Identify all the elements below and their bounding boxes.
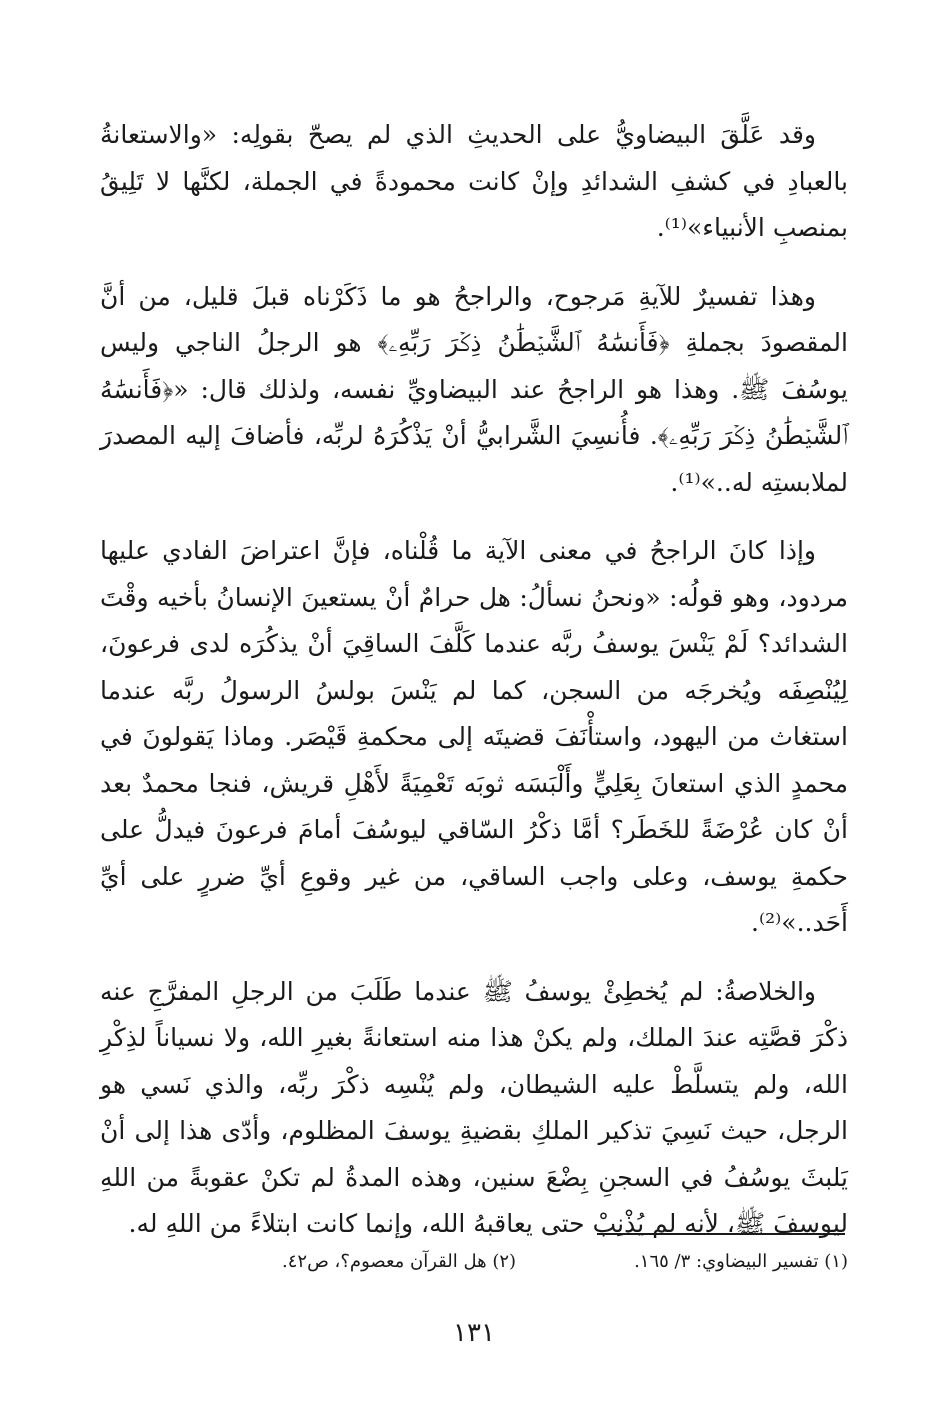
- paragraph-2: وهذا تفسيرٌ للآيةِ مَرجوح، والراجحُ هو ما ذَكَرْناه قبلَ قليل، من أنَّ المقصودَ بجملةِ ﴿فَأَنسَٰهُ ٱلشَّيۡطَٰنُ ذِكۡرَ رَبِّهِۦ﴾ هو الرجلُ الناجي وليس يوسُفَ ﷺ. وهذا هو الراجحُ عند البيضاويِّ نفسه، ولذلك قال: «﴿فَأَنسَٰهُ ٱلشَّيۡطَٰنُ ذِكۡرَ رَبِّهِۦ﴾. فأُنسِيَ الشَّرابيُّ أنْ يَذْكُرَهُ لربِّه، فأضافَ إليه المصدرَ لملابستِه له..»⁽¹⁾.: [100, 281, 848, 497]
- paragraph-1: وقد عَلَّقَ البيضاويُّ على الحديثِ الذي لم يصحّ بقولِه: «والاستعانةُ بالعبادِ في كشفِ الشدائدِ وإنْ كانت محمودةً في الجملة، لكنَّها لا تَلِيقُ بمنصبِ الأنبياء»⁽¹⁾.: [100, 120, 848, 242]
- footnotes: [100, 1249, 848, 1275]
- page-number: ١٣١: [453, 1318, 495, 1348]
- paragraph-4: والخلاصةُ: لم يُخطِئْ يوسفُ ﷺ عندما طَلَبَ من الرجلِ المفرَّجِ عنه ذكْرَ قصَّتِه عندَ الملك، ولم يكنْ هذا منه استعانةً بغيرِ الله، ولا نسياناً لذِكْرِ الله، ولم يتسلَّطْ عليه الشيطان، ولم يُنْسِه ذكْرَ ربِّه، والذي نَسي هو الرجل، حيث نَسِيَ تذكير الملكِ بقضيةِ يوسفَ المظلوم، وأدّى هذا إلى أنْ يَلبثَ يوسُفُ في السجنِ بِضْعَ سنين، وهذه المدةُ لم تكنْ عقوبةً من اللهِ ليوسفَ ﷺ، لأنه لم يُذْنِبْ حتى يعاقبهُ الله، وإنما كانت ابتلاءً من اللهِ له.: [100, 976, 848, 1238]
- footnote-2: (٢) هل القرآن معصوم؟، ص٤٢.: [282, 1251, 517, 1272]
- footnote-1: (١) تفسير البيضاوي: ٣/ ١٦٥.: [634, 1251, 848, 1272]
- paragraph-3: وإذا كانَ الراجحُ في معنى الآية ما قُلْناه، فإنَّ اعتراضَ الفادي عليها مردود، وهو قولُه: «ونحنُ نسألُ: هل حرامٌ أنْ يستعينَ الإنسانُ بأخيه وقْتَ الشدائد؟ لَمْ يَنْسَ يوسفُ ربَّه عندما كَلَّفَ الساقِيَ أنْ يذكُرَه لدى فرعونَ، لِيُنْصِفَه ويُخرجَه من السجن، كما لم يَنْسَ بولسُ الرسولُ ربَّه عندما استغاث من اليهود، واستأْنَفَ قضيتَه إلى محكمةِ قَيْصَر. وماذا يَقولونَ في محمدٍ الذي استعانَ بِعَلِيٍّ وأَلْبَسَه ثوبَه تَعْمِيَةً لأَهْلِ قريش، فنجا محمدٌ بعد أنْ كان عُرْضَةً للخَطَر؟ أمَّا ذكْرُ السّاقي ليوسُفَ أمامَ فرعونَ فيدلُّ على حكمةِ يوسف، وعلى واجب الساقي، من غير وقوعِ أيِّ ضررٍ على أيِّ أَحَد..»⁽²⁾.: [100, 536, 849, 937]
- footnote-divider: [597, 1233, 845, 1235]
- body-text: [100, 112, 848, 1248]
